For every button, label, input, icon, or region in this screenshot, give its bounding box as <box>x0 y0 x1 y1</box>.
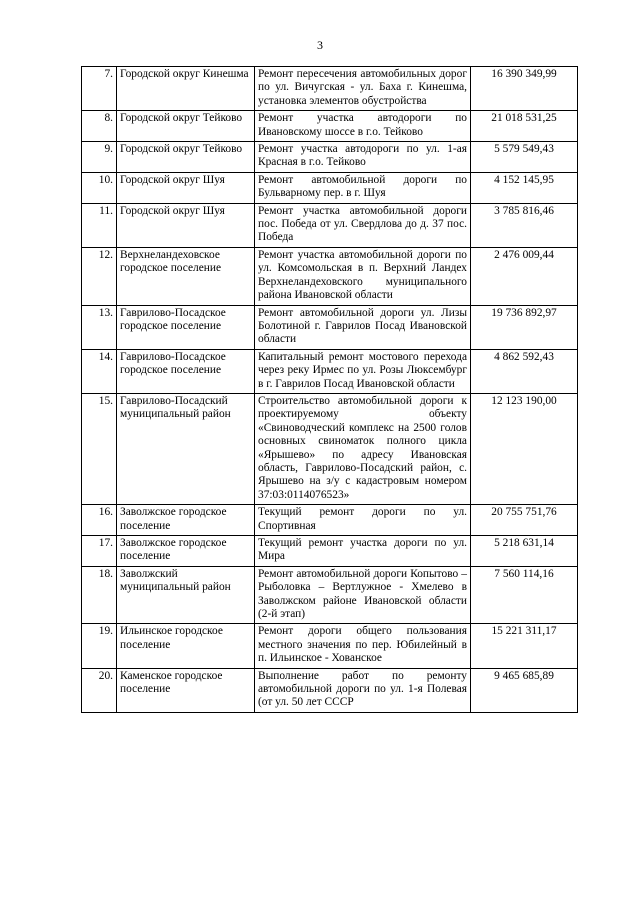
municipality-cell: Заволжское городское поселение <box>117 505 255 536</box>
municipality-cell: Заволжское городское поселение <box>117 536 255 567</box>
amount-cell: 4 862 592,43 <box>471 349 578 393</box>
amount-cell: 12 123 190,00 <box>471 393 578 504</box>
municipality-cell: Городской округ Тейково <box>117 111 255 142</box>
work-description-cell: Ремонт пересечения автомобильных дорог по ул. Вичугская - ул. Баха г. Кинешма, установка элементов обустройства <box>255 67 471 111</box>
row-number: 15. <box>82 393 117 504</box>
work-description-cell: Выполнение работ по ремонту автомобильной дороги по ул. 1-я Полевая (от ул. 50 лет СССР <box>255 668 471 712</box>
row-number: 18. <box>82 566 117 624</box>
row-number: 14. <box>82 349 117 393</box>
page-number: 3 <box>317 38 323 52</box>
table-row <box>82 566 578 624</box>
amount-cell: 2 476 009,44 <box>471 247 578 305</box>
row-number: 17. <box>82 536 117 567</box>
work-description-cell: Ремонт автомобильной дороги по Бульварному пер. в г. Шуя <box>255 172 471 203</box>
amount-cell: 4 152 145,95 <box>471 172 578 203</box>
work-description-cell: Ремонт участка автомобильной дороги пос. Победа от ул. Свердлова до д. 37 пос. Победа <box>255 203 471 247</box>
table-row <box>82 505 578 536</box>
table-row <box>82 349 578 393</box>
table-row <box>82 668 578 712</box>
municipality-cell: Ильинское городское поселение <box>117 624 255 668</box>
row-number: 10. <box>82 172 117 203</box>
municipality-cell: Городской округ Шуя <box>117 203 255 247</box>
work-description-cell: Капитальный ремонт мостового перехода через реку Ирмес по ул. Розы Люксембург в г. Гаврилов Посад Ивановской области <box>255 349 471 393</box>
table-row <box>82 624 578 668</box>
row-number: 12. <box>82 247 117 305</box>
municipality-cell: Гаврилово-Посадское городское поселение <box>117 349 255 393</box>
municipality-cell: Верхнеландеховское городское поселение <box>117 247 255 305</box>
table-row <box>82 247 578 305</box>
work-description-cell: Ремонт дороги общего пользования местного значения по пер. Юбилейный в п. Ильинское - Хованское <box>255 624 471 668</box>
amount-cell: 21 018 531,25 <box>471 111 578 142</box>
amount-cell: 3 785 816,46 <box>471 203 578 247</box>
row-number: 9. <box>82 142 117 173</box>
amount-cell: 15 221 311,17 <box>471 624 578 668</box>
work-description-cell: Ремонт автомобильной дороги ул. Лизы Болотиной г. Гаврилов Посад Ивановской области <box>255 305 471 349</box>
row-number: 20. <box>82 668 117 712</box>
table-row <box>82 142 578 173</box>
row-number: 8. <box>82 111 117 142</box>
work-description-cell: Текущий ремонт дороги по ул. Спортивная <box>255 505 471 536</box>
amount-cell: 19 736 892,97 <box>471 305 578 349</box>
row-number: 16. <box>82 505 117 536</box>
amount-cell: 5 579 549,43 <box>471 142 578 173</box>
work-description-cell: Ремонт автомобильной дороги Копытово – Рыболовка – Вертлужное - Хмелево в Заволжском районе Ивановской области (2-й этап) <box>255 566 471 624</box>
amount-cell: 7 560 114,16 <box>471 566 578 624</box>
row-number: 13. <box>82 305 117 349</box>
row-number: 11. <box>82 203 117 247</box>
municipality-cell: Гаврилово-Посадский муниципальный район <box>117 393 255 504</box>
work-description-cell: Текущий ремонт участка дороги по ул. Мира <box>255 536 471 567</box>
municipality-cell: Городской округ Тейково <box>117 142 255 173</box>
municipality-cell: Гаврилово-Посадское городское поселение <box>117 305 255 349</box>
row-number: 19. <box>82 624 117 668</box>
municipality-cell: Заволжский муниципальный район <box>117 566 255 624</box>
table-row <box>82 172 578 203</box>
table-row <box>82 536 578 567</box>
municipality-cell: Каменское городское поселение <box>117 668 255 712</box>
work-description-cell: Ремонт участка автодороги по Ивановскому шоссе в г.о. Тейково <box>255 111 471 142</box>
work-description-cell: Ремонт участка автомобильной дороги по ул. Комсомольская в п. Верхний Ландех Верхнеландеховского муниципального района Ивановской области <box>255 247 471 305</box>
work-description-cell: Строительство автомобильной дороги к проектируемому объекту «Свиноводческий комплекс на 2500 голов основных свиноматок полного цикла «Ярышево» по адресу Ивановская область, Гаврилово-Посадский район, с. Ярышево на з/у с кадастровым номером 37:03:0114076523» <box>255 393 471 504</box>
table-row <box>82 393 578 504</box>
amount-cell: 9 465 685,89 <box>471 668 578 712</box>
row-number: 7. <box>82 67 117 111</box>
municipality-cell: Городской округ Кинешма <box>117 67 255 111</box>
table-row <box>82 67 578 111</box>
amount-cell: 20 755 751,76 <box>471 505 578 536</box>
table-body <box>82 67 578 713</box>
table-row <box>82 203 578 247</box>
amount-cell: 16 390 349,99 <box>471 67 578 111</box>
table-row <box>82 111 578 142</box>
work-description-cell: Ремонт участка автодороги по ул. 1-ая Красная в г.о. Тейково <box>255 142 471 173</box>
municipality-cell: Городской округ Шуя <box>117 172 255 203</box>
road-works-table <box>81 66 578 713</box>
table-row <box>82 305 578 349</box>
amount-cell: 5 218 631,14 <box>471 536 578 567</box>
